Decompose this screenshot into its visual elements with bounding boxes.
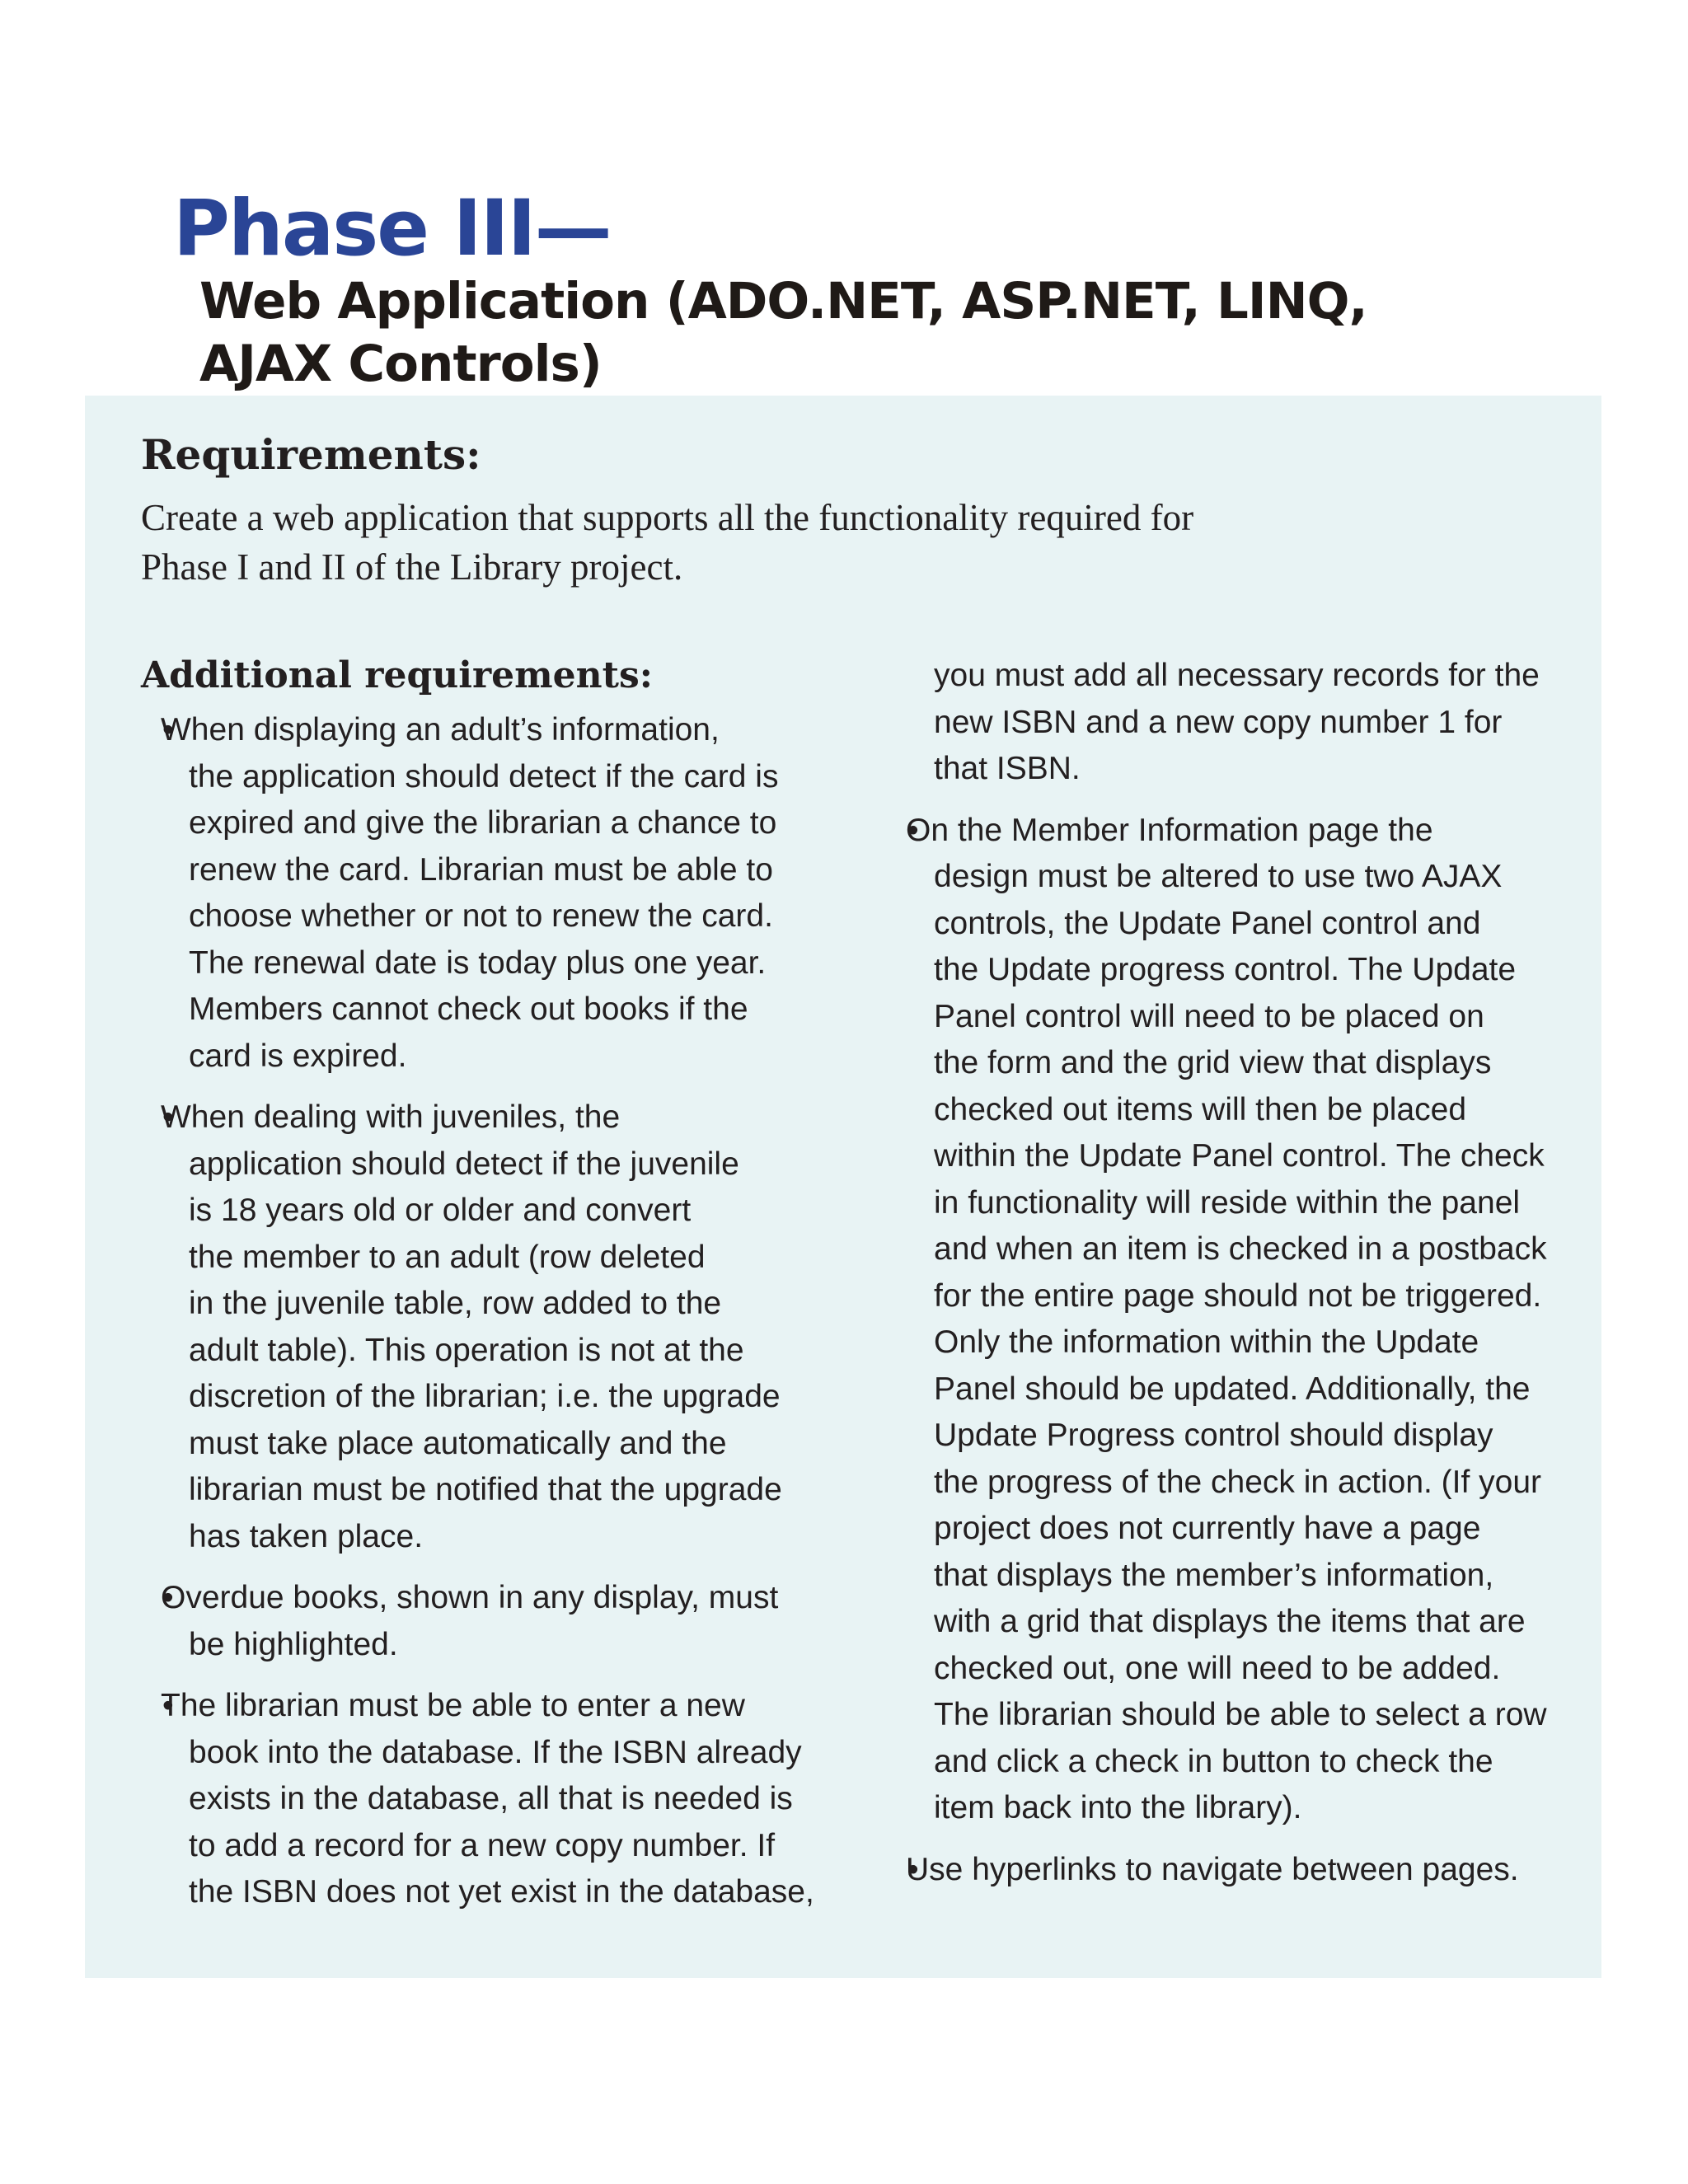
requirements-box: [85, 396, 1601, 1978]
requirements-heading: Requirements:: [141, 430, 481, 479]
text-line: The renewal date is today plus one year.: [189, 944, 767, 981]
text-line: the progress of the check in action. (If your: [934, 1464, 1542, 1500]
bullet-card-expiry: [141, 707, 850, 1080]
bullet-hyperlinks: [886, 1847, 1595, 1894]
text-line: Update Progress control should display: [934, 1418, 1493, 1453]
text-line: card is expired.: [189, 1038, 407, 1074]
text-line: and click a check in button to check the: [934, 1743, 1493, 1779]
text-line: Panel control will need to be placed on: [934, 998, 1484, 1034]
text-line: that displays the member’s information,: [934, 1557, 1494, 1593]
text-line: • When displaying an adult’s information,: [161, 712, 720, 748]
text-line: within the Update Panel control. The check: [934, 1138, 1545, 1174]
text-line: the application should detect if the card is: [189, 758, 779, 794]
text-line: • The librarian must be able to enter a new: [161, 1688, 745, 1723]
right-column: [886, 653, 1595, 1908]
bullet-overdue: [141, 1575, 850, 1668]
text-line: • On the Member Information page the: [906, 812, 1433, 848]
text-line: with a grid that displays the items that are: [934, 1604, 1526, 1639]
text-line: to add a record for a new copy number. If: [189, 1827, 776, 1863]
text-line: in functionality will reside within the panel: [934, 1184, 1521, 1221]
bullet-new-book-continued: [886, 653, 1595, 793]
subtitle-line: AJAX Controls): [199, 335, 602, 393]
text-line: • Use hyperlinks to navigate between pages.: [906, 1851, 1519, 1887]
text-line: application should detect if the juvenile: [189, 1146, 739, 1182]
requirements-intro: [141, 493, 1377, 592]
bullet-ajax-controls: [886, 808, 1595, 1832]
text-line: exists in the database, all that is needed is: [189, 1781, 793, 1816]
text-line: that ISBN.: [934, 751, 1081, 786]
text-line: checked out items will then be placed: [934, 1091, 1467, 1127]
text-line: librarian must be notified that the upgrade: [189, 1472, 782, 1507]
text-line: • Overdue books, shown in any display, must: [161, 1580, 779, 1615]
phase-title: Phase III—: [173, 184, 611, 274]
intro-line: Create a web application that supports all the functionality required for: [141, 497, 1194, 538]
text-line: has taken place.: [189, 1518, 424, 1554]
text-line: design must be altered to use two AJAX: [934, 859, 1503, 894]
text-line: is 18 years old or older and convert: [189, 1193, 692, 1228]
text-line: The librarian should be able to select a row: [934, 1697, 1547, 1732]
bullet-new-book: [141, 1683, 850, 1916]
text-line: new ISBN and a new copy number 1 for: [934, 704, 1503, 740]
text-line: the form and the grid view that displays: [934, 1045, 1492, 1080]
text-line: project does not currently have a page: [934, 1511, 1481, 1546]
text-line: Only the information within the Update: [934, 1324, 1479, 1360]
text-line: • When dealing with juveniles, the: [161, 1099, 621, 1135]
text-line: adult table). This operation is not at the: [189, 1332, 744, 1368]
text-line: the member to an adult (row deleted: [189, 1239, 706, 1275]
text-line: must take place automatically and the: [189, 1425, 727, 1461]
text-line: and when an item is checked in a postback: [934, 1231, 1547, 1267]
text-line: Panel should be updated. Additionally, the: [934, 1371, 1531, 1407]
text-line: discretion of the librarian; i.e. the upgrade: [189, 1379, 781, 1414]
text-line: renew the card. Librarian must be able to: [189, 851, 773, 888]
text-line: the Update progress control. The Update: [934, 952, 1517, 987]
page-subtitle: [199, 270, 1574, 396]
text-line: book into the database. If the ISBN already: [189, 1734, 802, 1770]
text-line: Members cannot check out books if the: [189, 991, 748, 1027]
text-line: checked out, one will need to be added.: [934, 1650, 1501, 1686]
text-line: be highlighted.: [189, 1626, 398, 1662]
text-line: controls, the Update Panel control and: [934, 905, 1481, 941]
additional-requirements-heading: Additional requirements:: [141, 654, 654, 696]
text-line: choose whether or not to renew the card.: [189, 898, 773, 934]
text-line: in the juvenile table, row added to the: [189, 1286, 722, 1321]
text-line: item back into the library).: [934, 1790, 1302, 1825]
text-line: the ISBN does not yet exist in the database,: [189, 1874, 814, 1910]
intro-line: Phase I and II of the Library project.: [141, 546, 683, 588]
text-line: expired and give the librarian a chance to: [189, 805, 777, 841]
page-header: [173, 184, 1574, 396]
bullet-juvenile-upgrade: [141, 1094, 850, 1560]
left-column: [141, 653, 850, 1931]
text-line: for the entire page should not be triggered.: [934, 1277, 1542, 1314]
text-line: you must add all necessary records for the: [934, 658, 1540, 693]
subtitle-line: Web Application (ADO.NET, ASP.NET, LINQ,: [199, 272, 1367, 330]
